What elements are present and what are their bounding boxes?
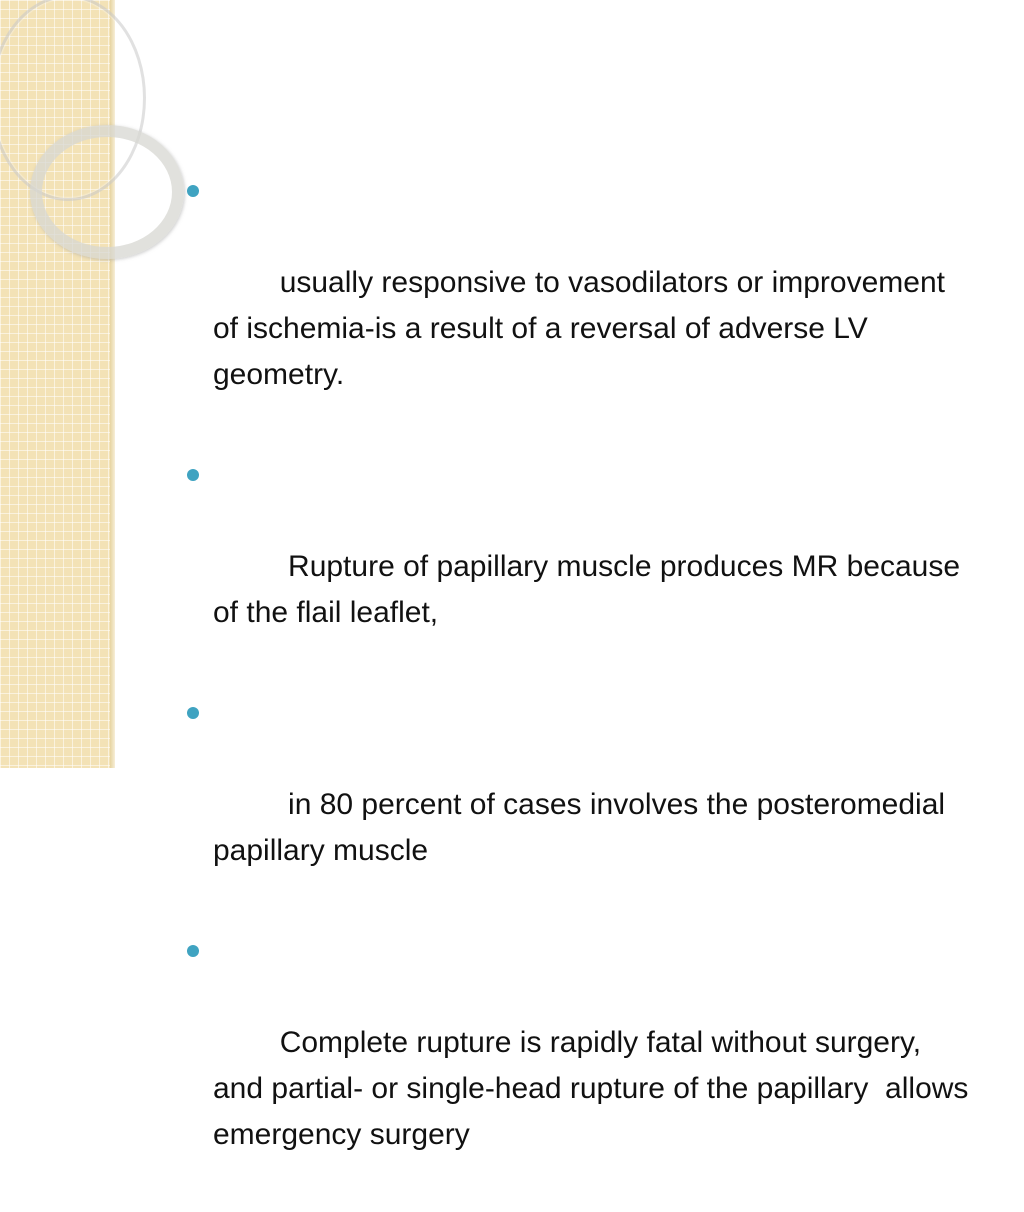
bullet-icon [187, 945, 199, 957]
bullet-icon [187, 469, 199, 481]
bullet-text: in 80 percent of cases involves the posteromedial papillary muscle [213, 788, 954, 867]
side-band-edge [110, 0, 115, 768]
bullet-text: Rupture of papillary muscle produces MR because of the flail leaflet, [213, 550, 969, 629]
bullet-text: Complete rupture is rapidly fatal without surgery, and partial- or single-head rupture of the papillary allows emergency surgery [213, 1026, 977, 1151]
bullet-item [185, 168, 975, 444]
bullet-item [185, 690, 975, 920]
bullet-icon [187, 707, 199, 719]
slide-body [185, 168, 975, 1212]
bullet-item [185, 928, 975, 1204]
bullet-item [185, 452, 975, 682]
bullet-icon [187, 185, 199, 197]
decorative-side-band [0, 0, 110, 768]
bullet-text: usually responsive to vasodilators or improvement of ischemia-is a result of a reversal of adverse LV geometry. [213, 266, 954, 391]
bullet-list [185, 168, 975, 1204]
